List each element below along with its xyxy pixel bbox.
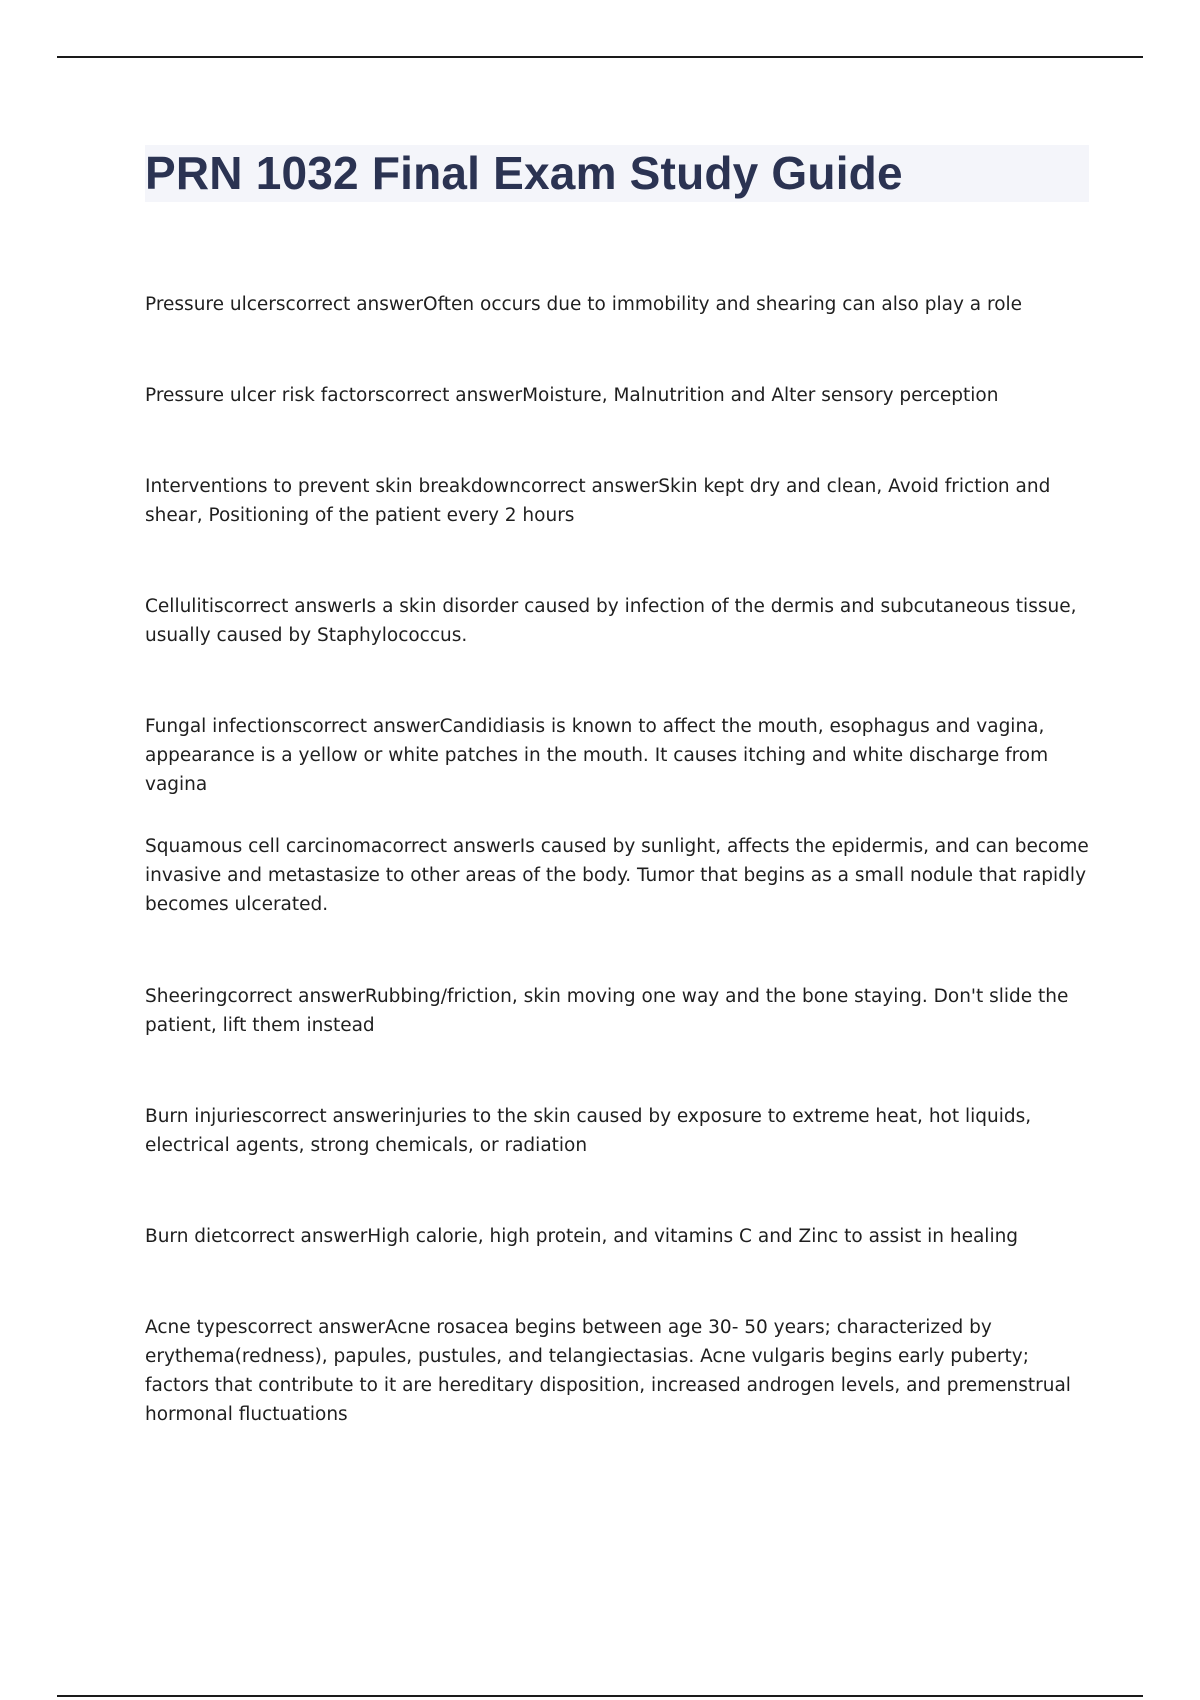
study-entry: Interventions to prevent skin breakdowncorrect answerSkin kept dry and clean, Avoid friction and shear, Positioning of the patient every 2 hours	[145, 476, 1051, 526]
study-entry: Burn dietcorrect answerHigh calorie, high protein, and vitamins C and Zinc to assist in healing	[145, 1226, 1019, 1247]
study-entry: Cellulitiscorrect answerIs a skin disorder caused by infection of the dermis and subcutaneous tissue, usually caused by Staphylococcus.	[145, 596, 1077, 646]
study-entry: Fungal infectionscorrect answerCandidiasis is known to affect the mouth, esophagus and vagina, appearance is a yellow or white patches in the mouth. It causes itching and white discharge from vagina	[145, 716, 1049, 795]
footer-rule	[57, 1695, 1143, 1697]
study-entry: Sheeringcorrect answerRubbing/friction, skin moving one way and the bone staying. Don't slide the patient, lift them instead	[145, 986, 1069, 1036]
study-entry: Acne typescorrect answerAcne rosacea begins between age 30- 50 years; characterized by erythema(redness), papules, pustules, and telangiectasias. Acne vulgaris begins early puberty; factors that contribute to it are hereditary disposition, increased androgen levels, and premenstrual hormonal fluctuations	[145, 1317, 1071, 1425]
study-entry: Burn injuriescorrect answerinjuries to the skin caused by exposure to extreme heat, hot liquids, electrical agents, strong chemicals, or radiation	[145, 1106, 1032, 1156]
study-entry: Pressure ulcer risk factorscorrect answerMoisture, Malnutrition and Alter sensory perception	[145, 385, 999, 406]
header-rule	[57, 56, 1143, 58]
study-entry: Pressure ulcerscorrect answerOften occurs due to immobility and shearing can also play a role	[145, 294, 1023, 315]
page-title: PRN 1032 Final Exam Study Guide	[145, 147, 903, 199]
study-entry: Squamous cell carcinomacorrect answerIs caused by sunlight, affects the epidermis, and can become invasive and metastasize to other areas of the body. Tumor that begins as a small nodule that rapidly becomes ulcerated.	[145, 836, 1089, 915]
